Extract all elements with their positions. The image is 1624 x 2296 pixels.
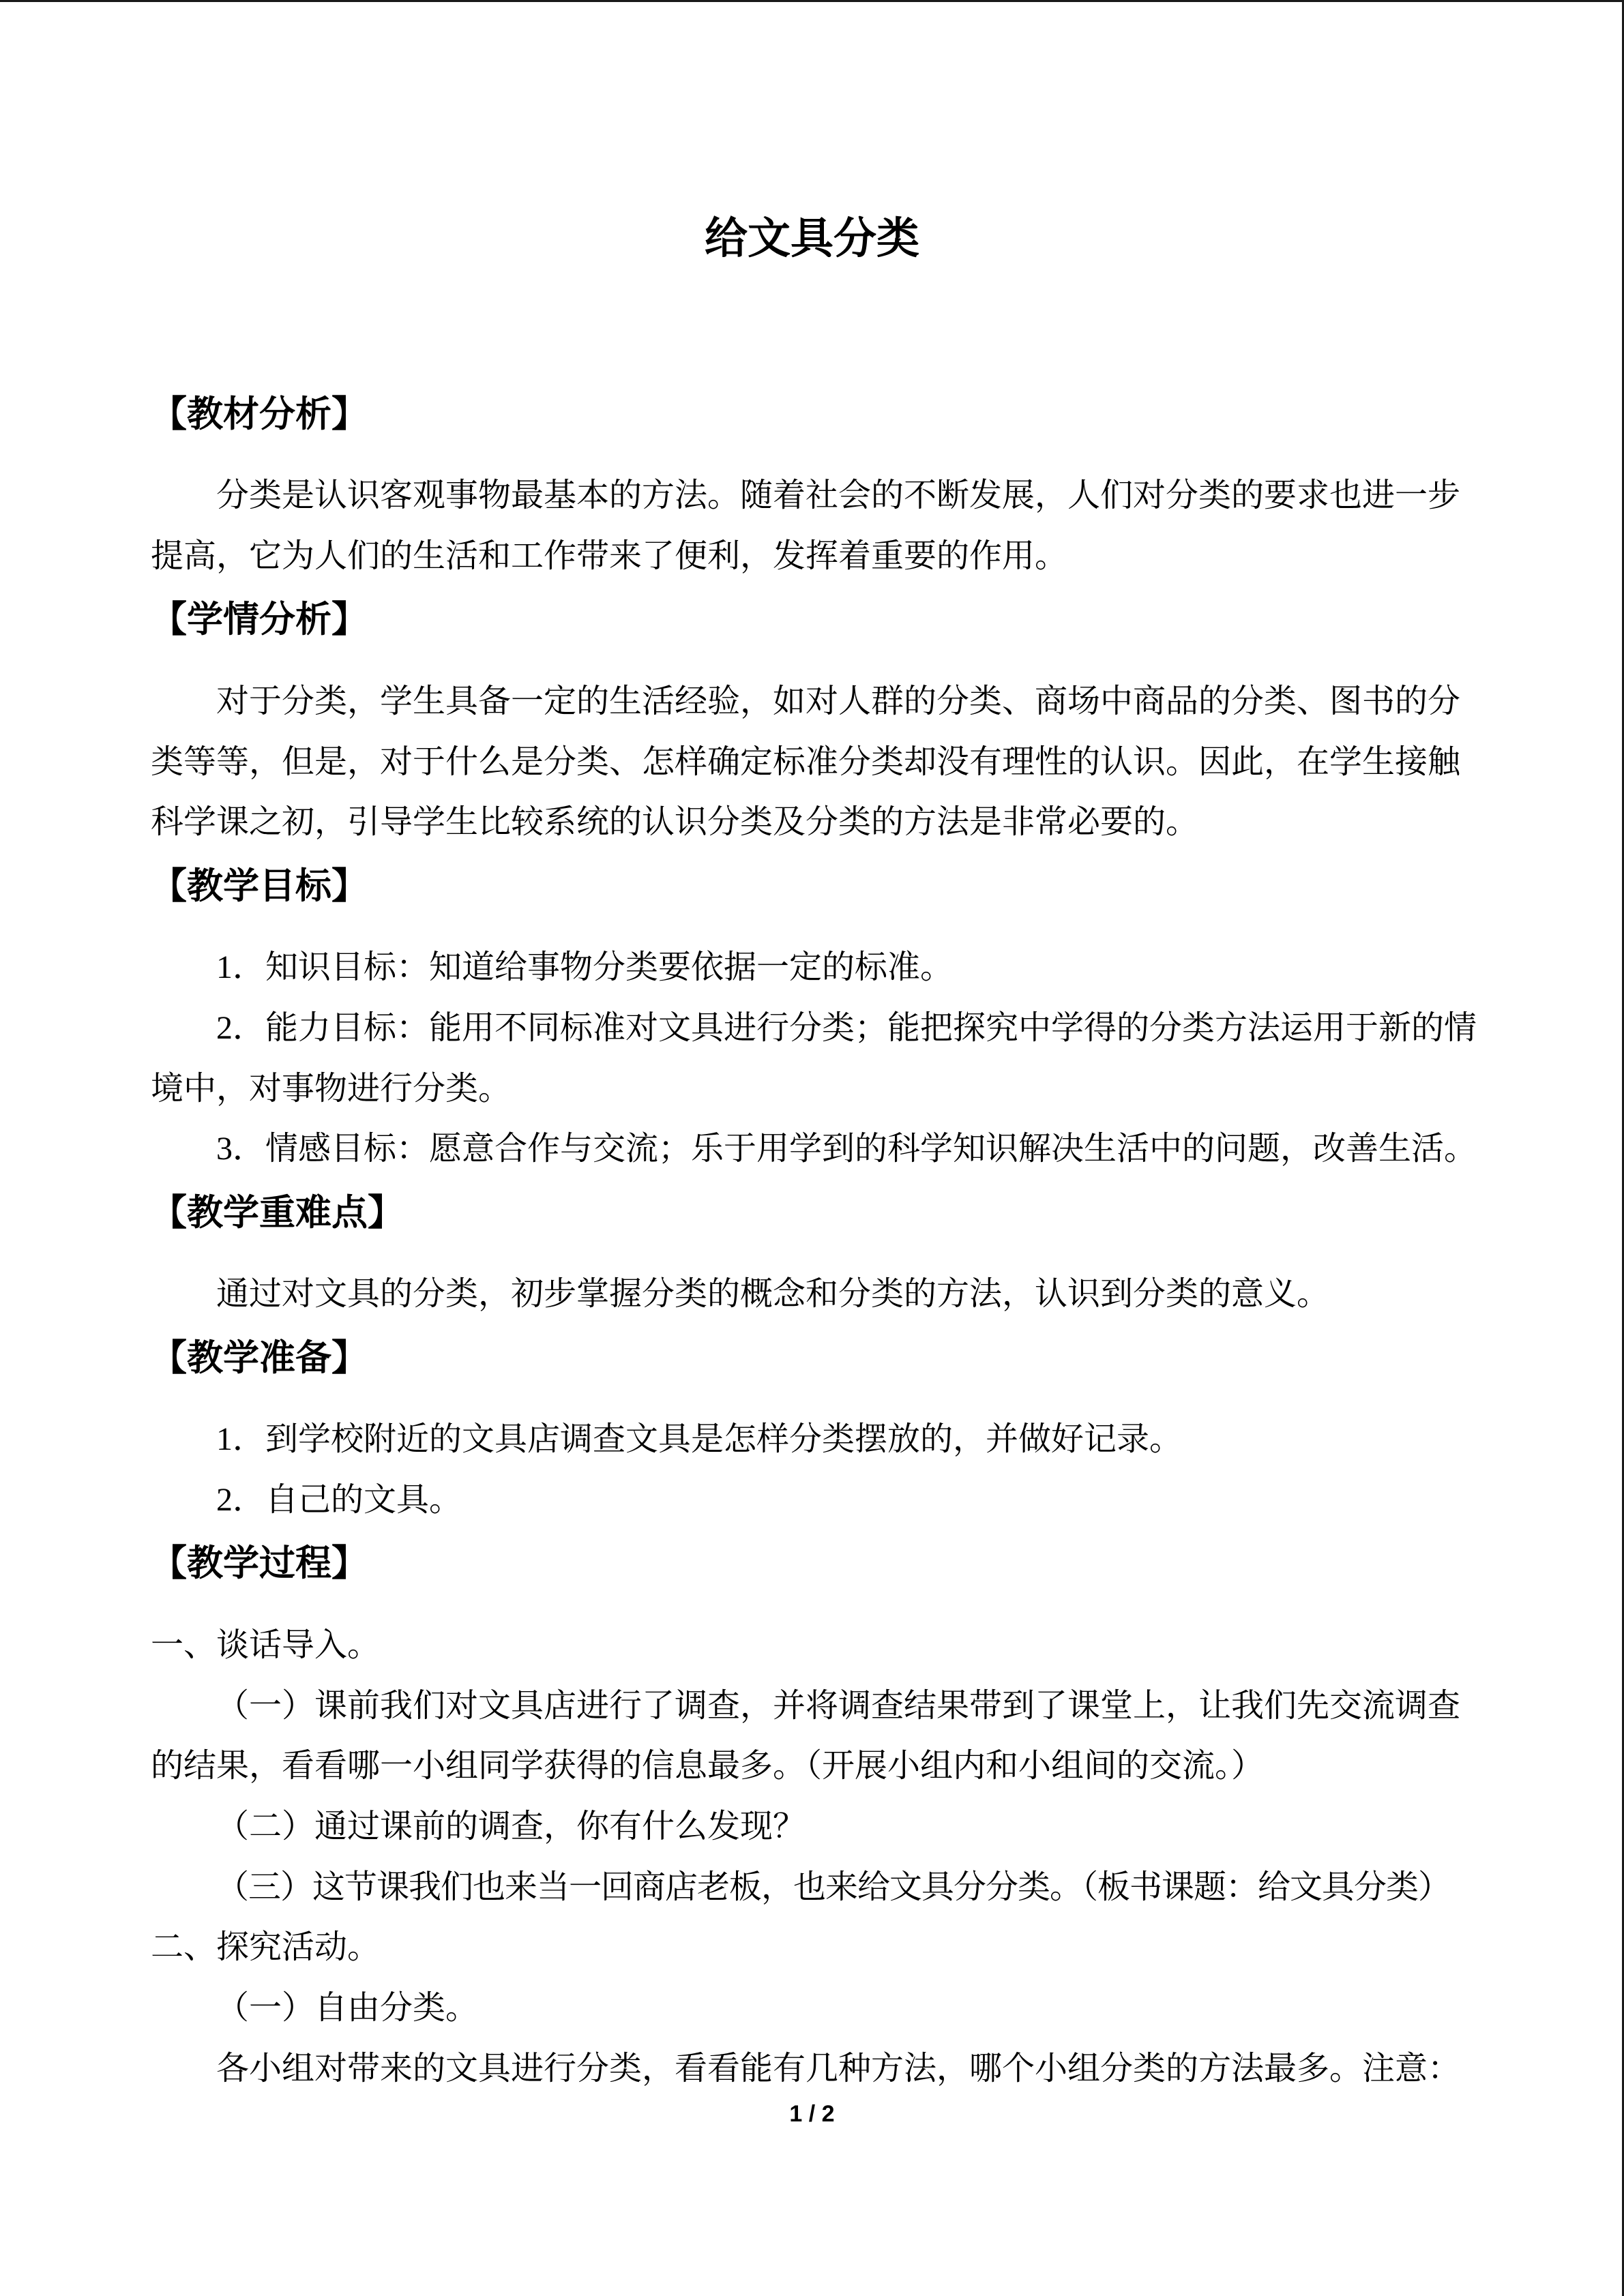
- section-teaching-preparation: [151, 1331, 1474, 1531]
- text-line: 境中，对事物进行分类。: [151, 1070, 512, 1107]
- paragraph: [151, 2039, 1474, 2100]
- text-line: 的结果，看看哪一小组同学获得的信息最多。（开展小组内和小组间的交流。）: [151, 1748, 1265, 1785]
- text-line: （二）通过课前的调查，你有什么发现？: [216, 1808, 806, 1845]
- paragraph: [151, 1676, 1474, 1797]
- text-line: 2．能力目标：能用不同标准对文具进行分类；能把探究中学得的分类方法运用于新的情: [216, 1009, 1477, 1046]
- list-item: [151, 1410, 1474, 1470]
- text-line: 3．情感目标：愿意合作与交流；乐于用学到的科学知识解决生活中的问题，改善生活。: [216, 1131, 1477, 1167]
- list-item: [151, 1470, 1474, 1531]
- text-line: 对于分类，学生具备一定的生活经验，如对人群的分类、商场中商品的分类、图书的分: [216, 683, 1461, 719]
- paragraph: [151, 1978, 1474, 2039]
- section-heading: 【教学准备】: [151, 1337, 368, 1379]
- section-student-analysis: [151, 593, 1474, 853]
- text-line: （一）自由分类。: [216, 1990, 479, 2027]
- section-material-analysis: [151, 387, 1474, 587]
- list-item: [151, 998, 1477, 1119]
- list-item: [151, 938, 1474, 998]
- text-line: 提高，它为人们的生活和工作带来了便利，发挥着重要的作用。: [151, 537, 1068, 574]
- section-heading: 【教学重难点】: [151, 1191, 404, 1234]
- text-line: 通过对文具的分类，初步掌握分类的概念和分类的方法，认识到分类的意义。: [216, 1276, 1330, 1313]
- section-heading: 【教材分析】: [151, 393, 368, 435]
- text-line: 类等等，但是，对于什么是分类、怎样确定标准分类却没有理性的认识。因此，在学生接触: [151, 743, 1461, 780]
- text-line: 科学课之初，引导学生比较系统的认识分类及分类的方法是非常必要的。: [151, 804, 1199, 841]
- step-heading: [151, 1918, 1474, 1978]
- page-border-top: [0, 0, 1624, 2]
- text-line: 各小组对带来的文具进行分类，看看能有几种方法，哪个小组分类的方法最多。注意：: [216, 2050, 1461, 2087]
- paragraph: [151, 1264, 1474, 1325]
- text-line: （三）这节课我们也来当一回商店老板，也来给文具分分类。（板书课题：给文具分类）: [216, 1868, 1451, 1905]
- section-heading: 【教学目标】: [151, 865, 368, 907]
- page-number: 1 / 2: [789, 2101, 835, 2127]
- text-line: 1．知识目标：知道给事物分类要依据一定的标准。: [216, 949, 954, 986]
- list-item: [151, 1119, 1477, 1180]
- paragraph: [151, 672, 1474, 853]
- section-heading: 【教学过程】: [151, 1542, 368, 1585]
- section-heading: 【学情分析】: [151, 599, 368, 641]
- document-title: 给文具分类: [705, 213, 919, 263]
- text-line: （一）课前我们对文具店进行了调查，并将调查结果带到了课堂上，让我们先交流调查: [216, 1687, 1461, 1724]
- step-heading: [151, 1615, 1474, 1676]
- section-teaching-objectives: [151, 859, 1477, 1180]
- text-line: 1．到学校附近的文具店调查文具是怎样分类摆放的，并做好记录。: [216, 1421, 1183, 1458]
- section-key-difficulties: [151, 1186, 1474, 1325]
- paragraph: [151, 466, 1474, 586]
- text-line: 二、探究活动。: [151, 1929, 381, 1966]
- section-teaching-process: [151, 1536, 1474, 2099]
- paragraph: [151, 1797, 1474, 1858]
- paragraph: [151, 1858, 1474, 1918]
- text-line: 分类是认识客观事物最基本的方法。随着社会的不断发展，人们对分类的要求也进一步: [216, 477, 1461, 514]
- document-body: [151, 381, 1477, 2099]
- text-line: 一、谈话导入。: [151, 1626, 381, 1663]
- text-line: 2．自己的文具。: [216, 1481, 462, 1518]
